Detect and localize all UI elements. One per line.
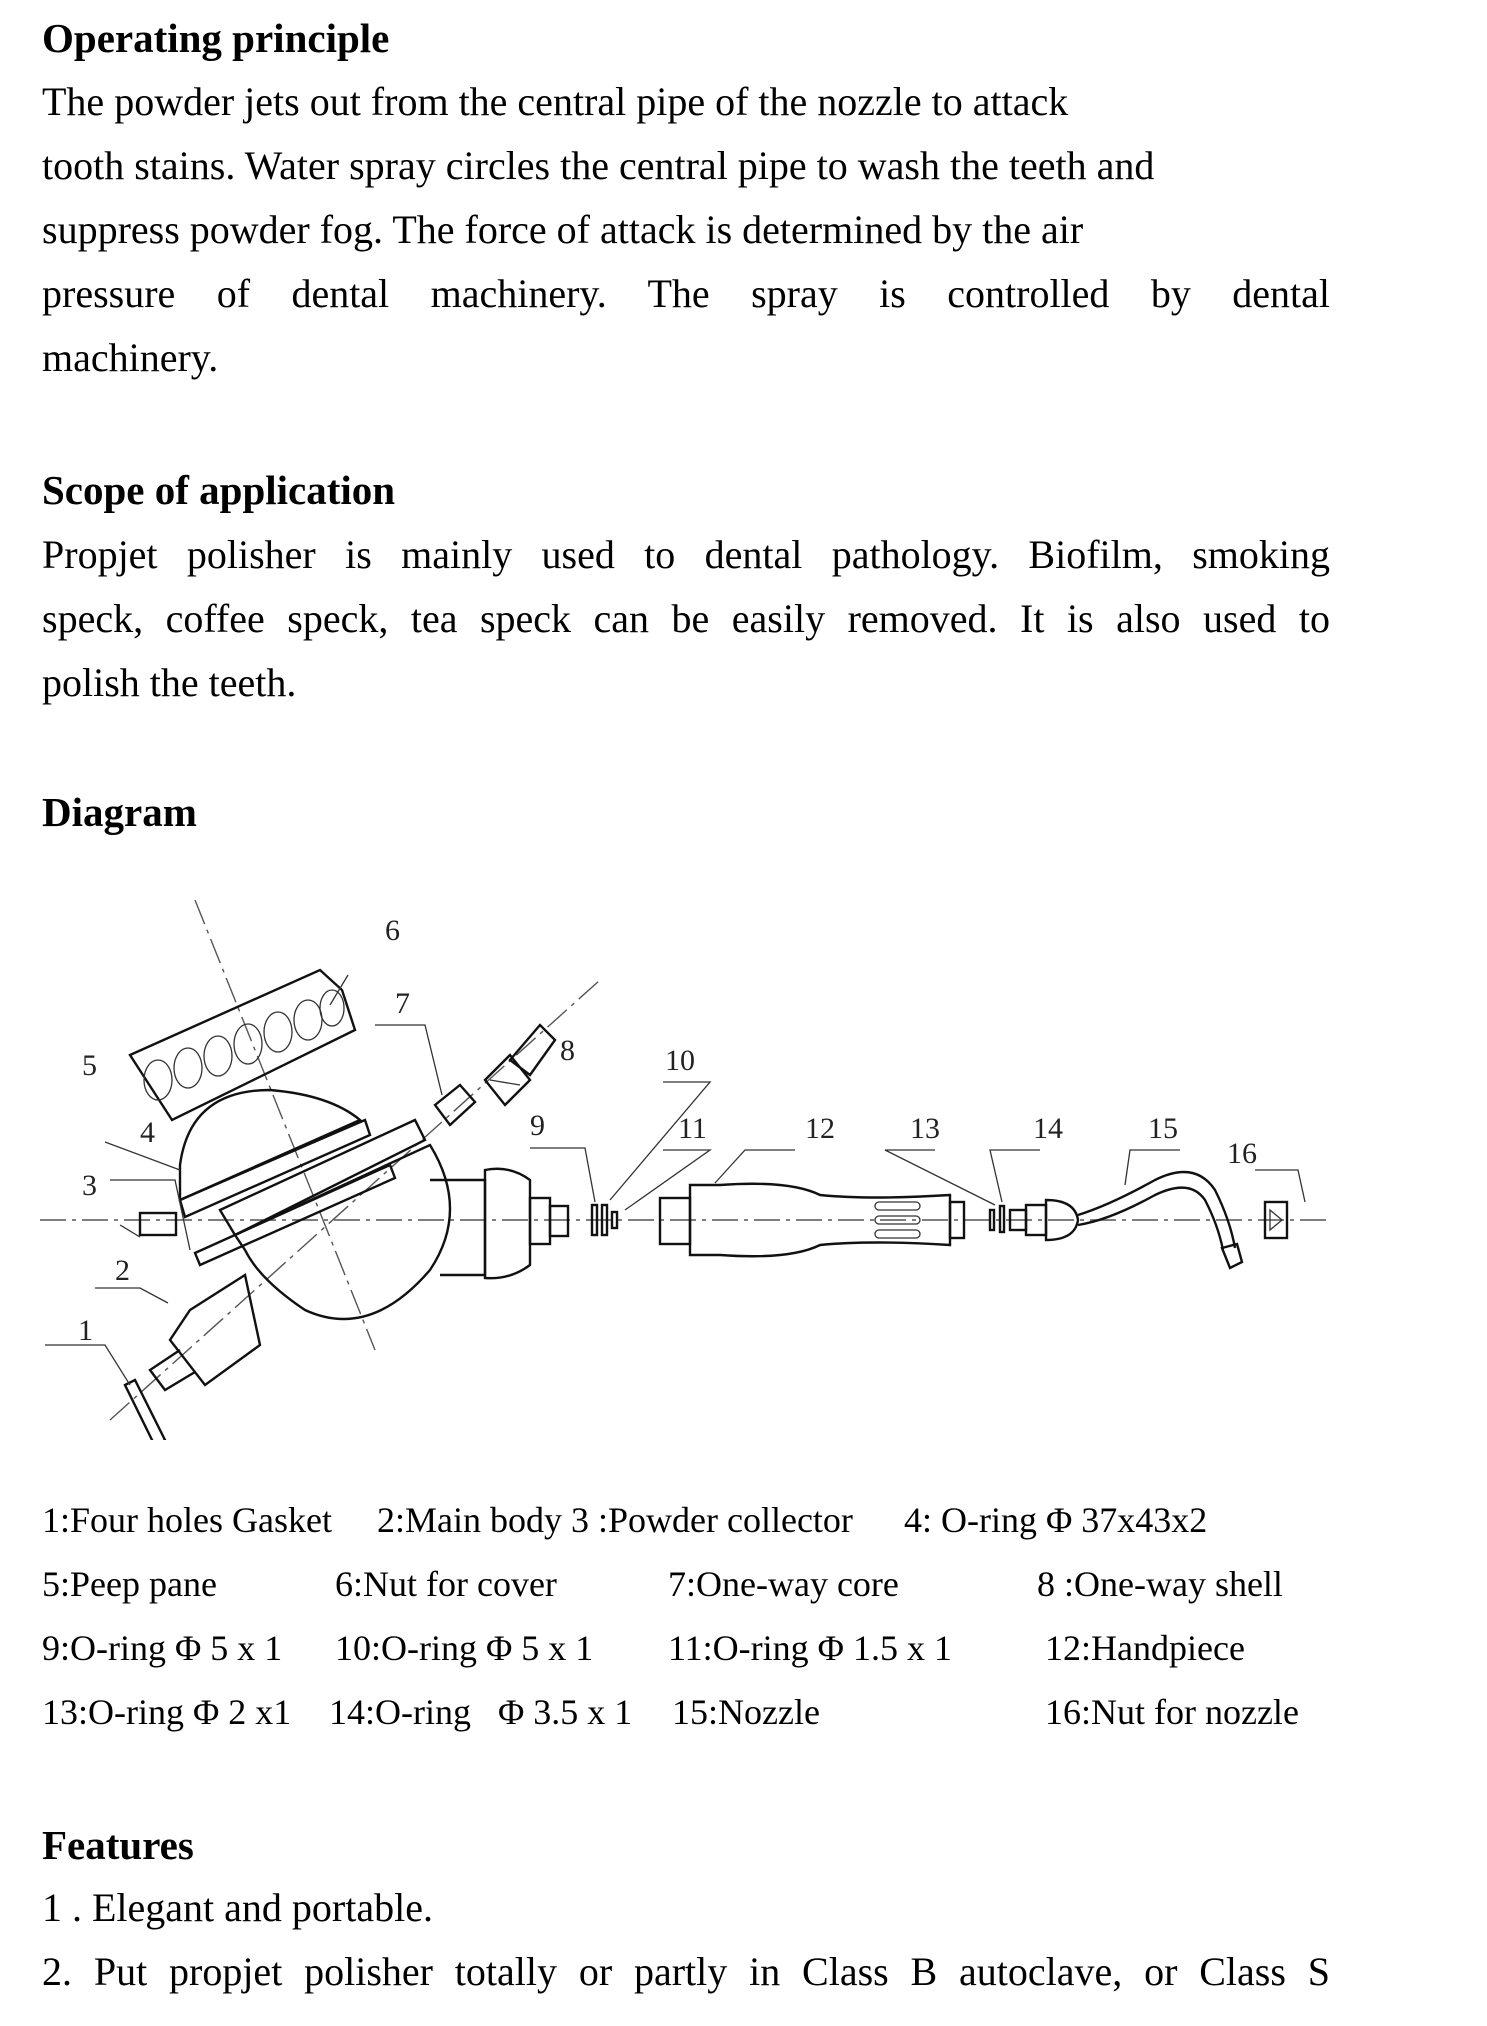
- part-label: 10:O-ring Φ 5 x 1: [335, 1628, 594, 1668]
- text-line: pressure of dental machinery. The spray is controlled by dental: [42, 271, 1330, 316]
- text-line: machinery.: [42, 335, 219, 380]
- part-label: 1:Four holes Gasket: [42, 1500, 332, 1540]
- text-line: speck, coffee speck, tea speck can be easily removed. It is also used to: [42, 596, 1330, 641]
- diagonal-axis-centerline: [110, 980, 600, 1420]
- parts-row: [42, 1687, 1462, 1751]
- part-label: 9:O-ring Φ 5 x 1: [42, 1628, 283, 1668]
- callout-5: 5: [82, 1049, 97, 1082]
- exploded-parts-diagram: [30, 880, 1350, 1440]
- operating-principle-paragraph: [42, 70, 1330, 390]
- part-label: 6:Nut for cover: [335, 1564, 557, 1604]
- part-label: 16:Nut for nozzle: [1045, 1692, 1299, 1732]
- feature-item: 1 . Elegant and portable.: [42, 1885, 433, 1930]
- callout-13: 13: [910, 1112, 940, 1145]
- part-o-rings-13-14: [990, 1206, 1004, 1232]
- features-list: [42, 1876, 1330, 2004]
- text-line: The powder jets out from the central pipe of the nozzle to attack: [42, 79, 1069, 124]
- callout-15: 15: [1148, 1112, 1178, 1145]
- callout-12: 12: [805, 1112, 835, 1145]
- text-line: Propjet polisher is mainly used to dental pathology. Biofilm, smoking: [42, 532, 1330, 577]
- callout-16: 16: [1227, 1137, 1257, 1170]
- leader-lines: [45, 975, 1305, 1385]
- part-one-way-shell: [485, 1025, 555, 1105]
- parts-list: [42, 1495, 1462, 1751]
- callout-3: 3: [82, 1169, 97, 1202]
- heading-features: Features: [42, 1822, 194, 1868]
- callout-11: 11: [678, 1112, 707, 1145]
- callout-9: 9: [530, 1109, 545, 1142]
- part-label: 4: O-ring Φ 37x43x2: [904, 1500, 1208, 1540]
- callout-7: 7: [395, 987, 410, 1020]
- part-label: 5:Peep pane: [42, 1564, 217, 1604]
- part-label: 8 :One-way shell: [1037, 1564, 1283, 1604]
- part-label: 12:Handpiece: [1045, 1628, 1245, 1668]
- callout-6: 6: [385, 914, 400, 947]
- text-line: tooth stains. Water spray circles the central pipe to wash the teeth and: [42, 143, 1155, 188]
- callout-10: 10: [665, 1044, 695, 1077]
- part-label: 2:Main body 3 :Powder collector: [377, 1500, 853, 1540]
- part-label: 7:One-way core: [668, 1564, 899, 1604]
- heading-operating-principle: Operating principle: [42, 15, 390, 61]
- part-main-body: [150, 1120, 568, 1390]
- heading-diagram: Diagram: [42, 789, 197, 835]
- callout-1: 1: [78, 1314, 93, 1347]
- part-nut-for-cover: [130, 970, 355, 1120]
- parts-row: [42, 1495, 1462, 1559]
- callout-14: 14: [1033, 1112, 1063, 1145]
- parts-row: [42, 1623, 1462, 1687]
- part-label: 13:O-ring Φ 2 x1: [42, 1692, 292, 1732]
- part-label: 15:Nozzle: [672, 1692, 820, 1732]
- feature-item: 2. Put propjet polisher totally or partly in Class B autoclave, or Class S: [42, 1949, 1330, 1994]
- text-line: suppress powder fog. The force of attack is determined by the air: [42, 207, 1084, 252]
- part-label: 11:O-ring Φ 1.5 x 1: [668, 1628, 952, 1668]
- scope-paragraph: [42, 523, 1330, 715]
- parts-row: [42, 1559, 1462, 1623]
- heading-scope-of-application: Scope of application: [42, 467, 396, 513]
- text-line: polish the teeth.: [42, 660, 297, 705]
- part-label: 14:O-ring Φ 3.5 x 1: [329, 1692, 633, 1732]
- callout-4: 4: [140, 1116, 155, 1149]
- callout-8: 8: [560, 1034, 575, 1067]
- part-powder-collector: [140, 1213, 176, 1235]
- callout-2: 2: [115, 1254, 130, 1287]
